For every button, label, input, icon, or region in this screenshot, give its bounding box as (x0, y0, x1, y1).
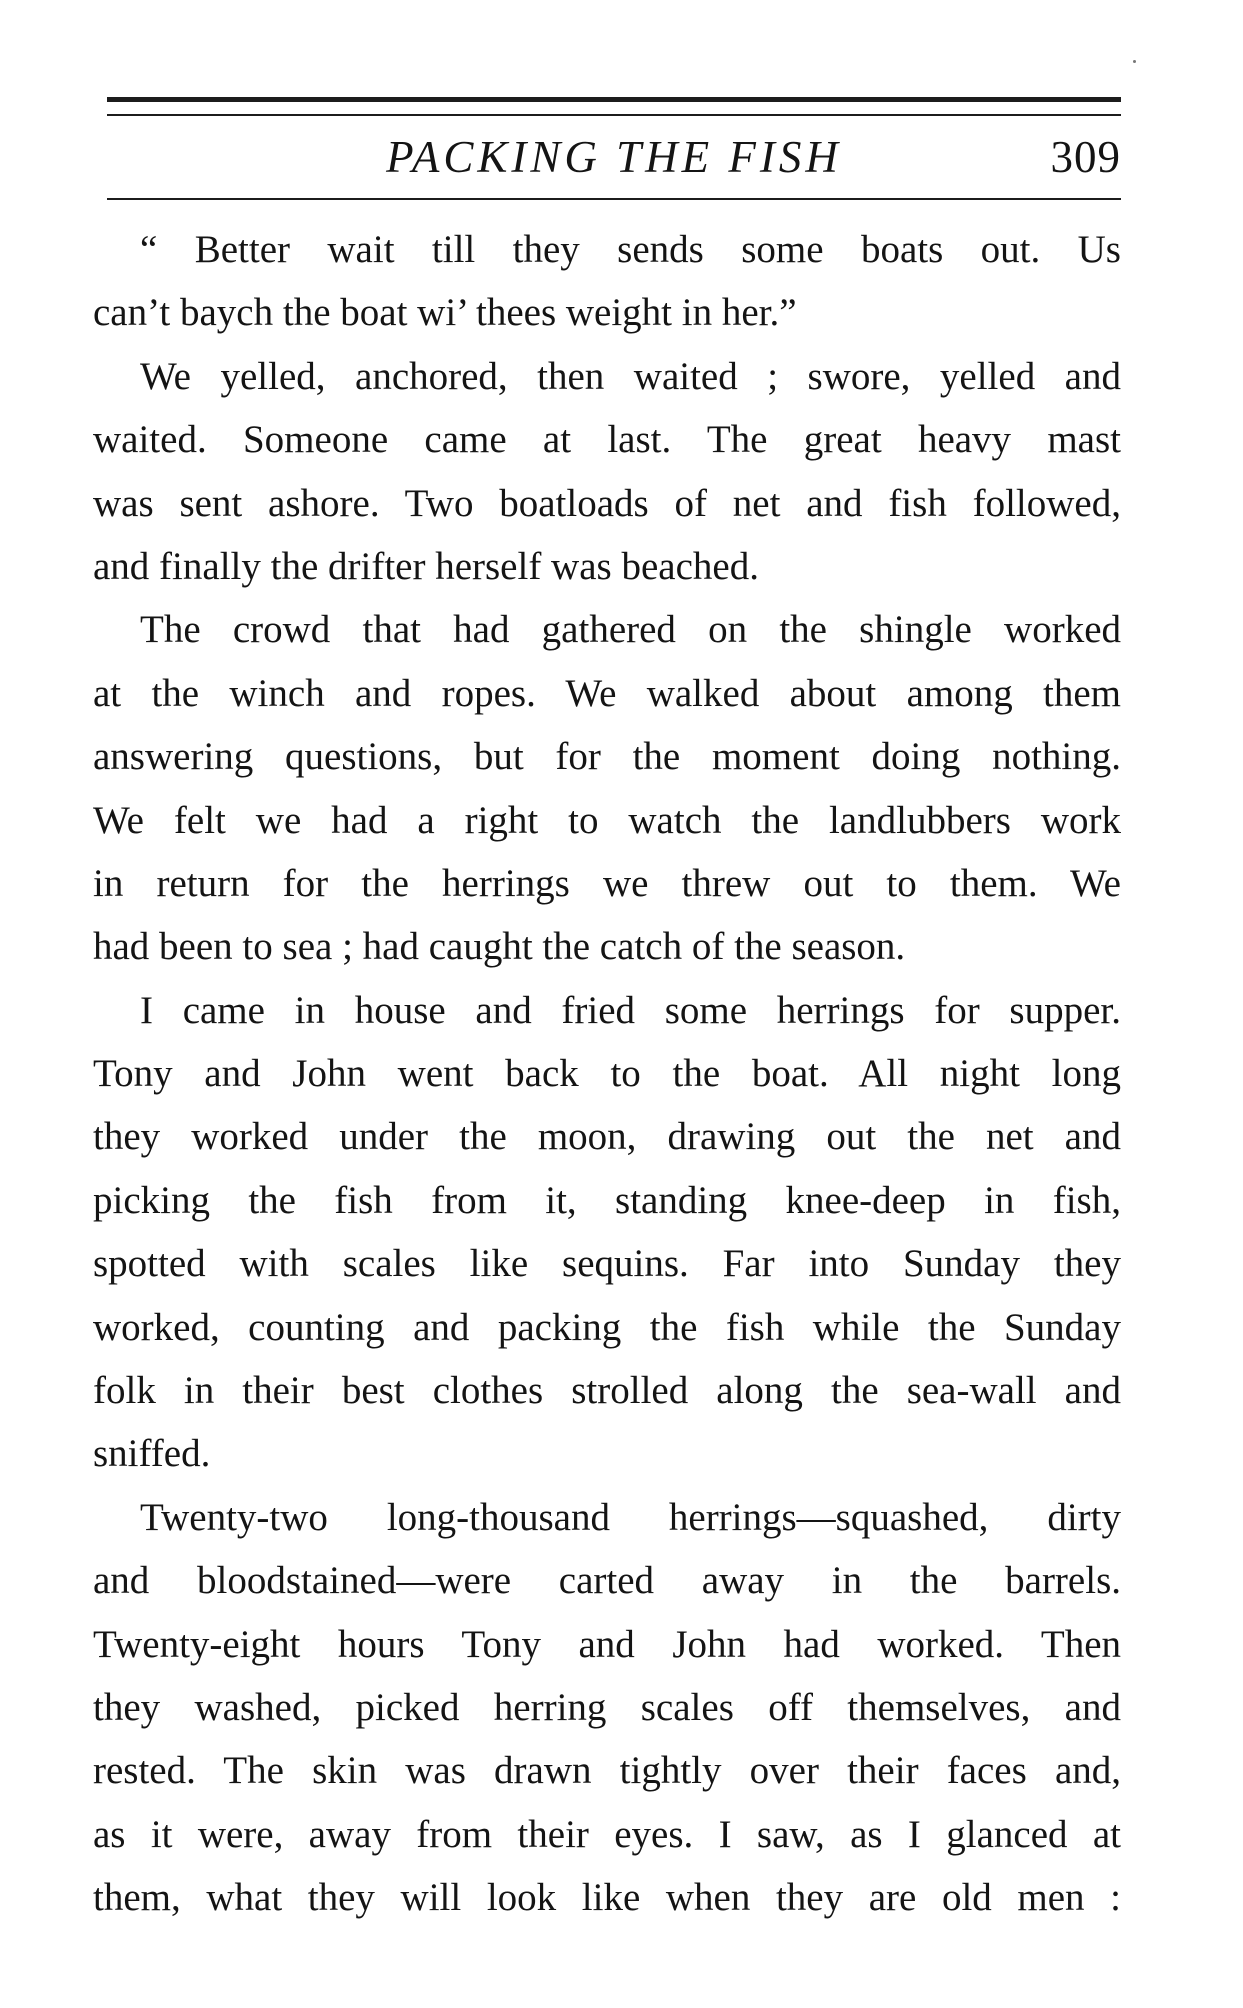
text-line: Twenty-eight hours Tony and John had worked. Then (93, 1622, 1121, 1666)
text-line: they washed, picked herring scales off themselves, and (93, 1685, 1121, 1729)
text-line: answering questions, but for the moment doing nothing. (93, 735, 1121, 779)
text-line: Twenty-two long-thousand herrings—squashed, dirty (140, 1495, 1121, 1539)
text-line: folk in their best clothes strolled along the sea-wall and (93, 1369, 1121, 1413)
text-line: can’t baych the boat wi’ thees weight in her.” (93, 291, 797, 335)
text-line: at the winch and ropes. We walked about among them (93, 671, 1121, 715)
paragraph (93, 1486, 1121, 1930)
text-line: them, what they will look like when they are old men : (93, 1876, 1121, 1920)
text-line: spotted with scales like sequins. Far into Sunday they (93, 1242, 1121, 1286)
text-line: I came in house and fried some herrings for supper. (140, 988, 1121, 1032)
text-line: “ Better wait till they sends some boats out. Us (140, 228, 1121, 271)
running-head (107, 128, 1121, 190)
paragraph (93, 345, 1121, 599)
running-title: PACKING THE FISH (386, 132, 842, 182)
text-line: as it were, away from their eyes. I saw, as I glanced at (93, 1812, 1121, 1856)
page-number: 309 (1050, 132, 1121, 182)
text-line: We felt we had a right to watch the landlubbers work (93, 798, 1121, 842)
text-line: and bloodstained—were carted away in the barrels. (93, 1559, 1121, 1603)
header-rule-thin (107, 114, 1121, 116)
margin-speck (1133, 60, 1136, 63)
text-line: worked, counting and packing the fish while the Sunday (93, 1305, 1121, 1349)
text-line: rested. The skin was drawn tightly over their faces and, (93, 1749, 1121, 1793)
text-line: waited. Someone came at last. The great heavy mast (93, 418, 1121, 462)
text-line: in return for the herrings we threw out to them. We (93, 861, 1121, 905)
text-line: they worked under the moon, drawing out the net and (93, 1115, 1121, 1159)
header-rule-bottom (107, 198, 1121, 200)
text-line: picking the fish from it, standing knee-deep in fish, (93, 1178, 1121, 1222)
body-text (93, 218, 1121, 1930)
text-line: We yelled, anchored, then waited ; swore, yelled and (140, 354, 1121, 398)
text-line: The crowd that had gathered on the shingle worked (140, 608, 1121, 652)
text-line: sniffed. (93, 1432, 211, 1476)
paragraph (93, 598, 1121, 978)
paragraph (93, 218, 1121, 345)
header-rule-thick (107, 97, 1121, 102)
text-line: had been to sea ; had caught the catch of the season. (93, 925, 906, 969)
paragraph (93, 979, 1121, 1486)
text-line: Tony and John went back to the boat. All night long (93, 1052, 1121, 1096)
text-line: was sent ashore. Two boatloads of net and fish followed, (93, 481, 1121, 525)
text-line: and finally the drifter herself was beached. (93, 544, 759, 588)
